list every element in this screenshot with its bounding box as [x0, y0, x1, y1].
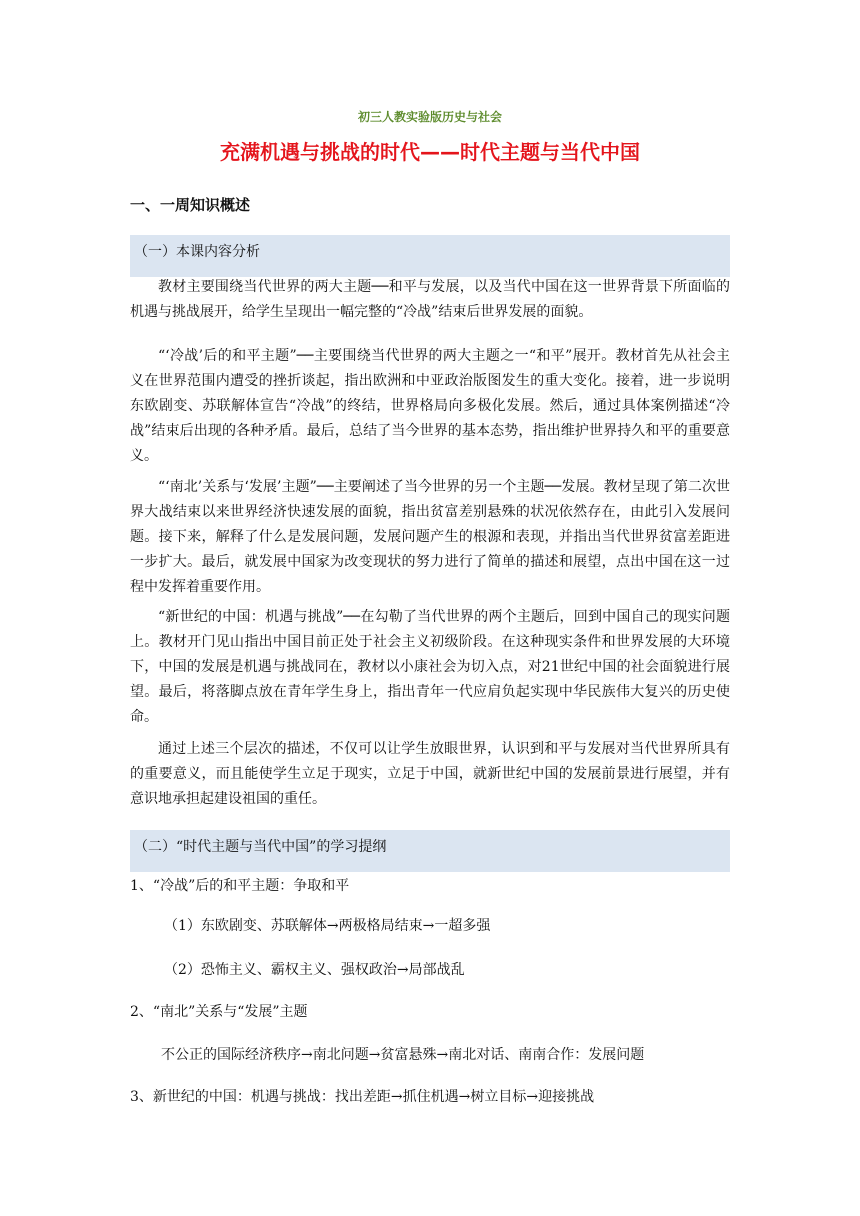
paragraph: “‘南北’关系与‘发展’主题”──主要阐述了当今世界的另一个主题──发展。教材呈现了第二次世界大战结束以来世界经济快速发展的面貌，指出贫富差别悬殊的状况依然存在，由此引入发展问题。接下来，解释了什么是发展问题，发展问题产生的根源和表现，并指出当代世界贫富差距进一步扩大。最后，就发展中国家为改变现状的努力进行了简单的描述和展望，点出中国在这一过程中发挥着重要作用。	[130, 479, 730, 595]
outline-item: 1、“冷战”后的和平主题：争取和平	[130, 878, 350, 894]
outline-item: 不公正的国际经济秩序→南北问题→贫富悬殊→南北对话、南南合作：发展问题	[161, 1047, 645, 1063]
subsection-band-1	[130, 235, 730, 277]
outline-item: 2、“南北”关系与“发展”主题	[130, 1004, 308, 1020]
document-subtitle: 初三人教实验版历史与社会	[357, 110, 502, 124]
subsection-label-2: （二）“时代主题与当代中国”的学习提纲	[134, 839, 387, 855]
paragraph: “‘冷战’后的和平主题”──主要围绕当代世界的两大主题之一“和平”展开。教材首先从社会主义在世界范围内遭受的挫折谈起，指出欧洲和中亚政治版图发生的重大变化。接着，进一步说明东欧剧变、苏联解体宣告“冷战”的终结，世界格局向多极化发展。然后，通过具体案例描述“冷战”结束后出现的各种矛盾。最后，总结了当今世界的基本态势，指出维护世界持久和平的重要意义。	[130, 348, 730, 464]
paragraph: “新世纪的中国：机遇与挑战”──在勾勒了当代世界的两个主题后，回到中国自己的现实问题上。教材开门见山指出中国目前正处于社会主义初级阶段。在这种现实条件和世界发展的大环境下，中国的发展是机遇与挑战同在，教材以小康社会为切入点，对21世纪中国的社会面貌进行展望。最后，将落脚点放在青年学生身上，指出青年一代应肩负起实现中华民族伟大复兴的历史使命。	[130, 609, 730, 725]
section-heading: 一、一周知识概述	[130, 196, 251, 214]
outline-item: （1）东欧剧变、苏联解体→两极格局结束→一超多强	[164, 918, 491, 934]
paragraph: 教材主要围绕当代世界的两大主题──和平与发展，以及当代中国在这一世界背景下所面临的机遇与挑战展开，给学生呈现出一幅完整的“冷战”结束后世界发展的面貌。	[130, 279, 730, 320]
subsection-band-2	[130, 830, 730, 872]
outline-item: 3、新世纪的中国：机遇与挑战：找出差距→抓住机遇→树立目标→迎接挑战	[130, 1089, 595, 1105]
paragraph: 通过上述三个层次的描述，不仅可以让学生放眼世界，认识到和平与发展对当代世界所具有的重要意义，而且能使学生立足于现实，立足于中国，就新世纪中国的发展前景进行展望，并有意识地承担起建设祖国的重任。	[130, 741, 730, 807]
document-title: 充满机遇与挑战的时代——时代主题与当代中国	[220, 140, 640, 164]
subsection-label-1: （一）本课内容分析	[134, 244, 260, 260]
outline-item: （2）恐怖主义、霸权主义、强权政治→局部战乱	[164, 962, 465, 978]
